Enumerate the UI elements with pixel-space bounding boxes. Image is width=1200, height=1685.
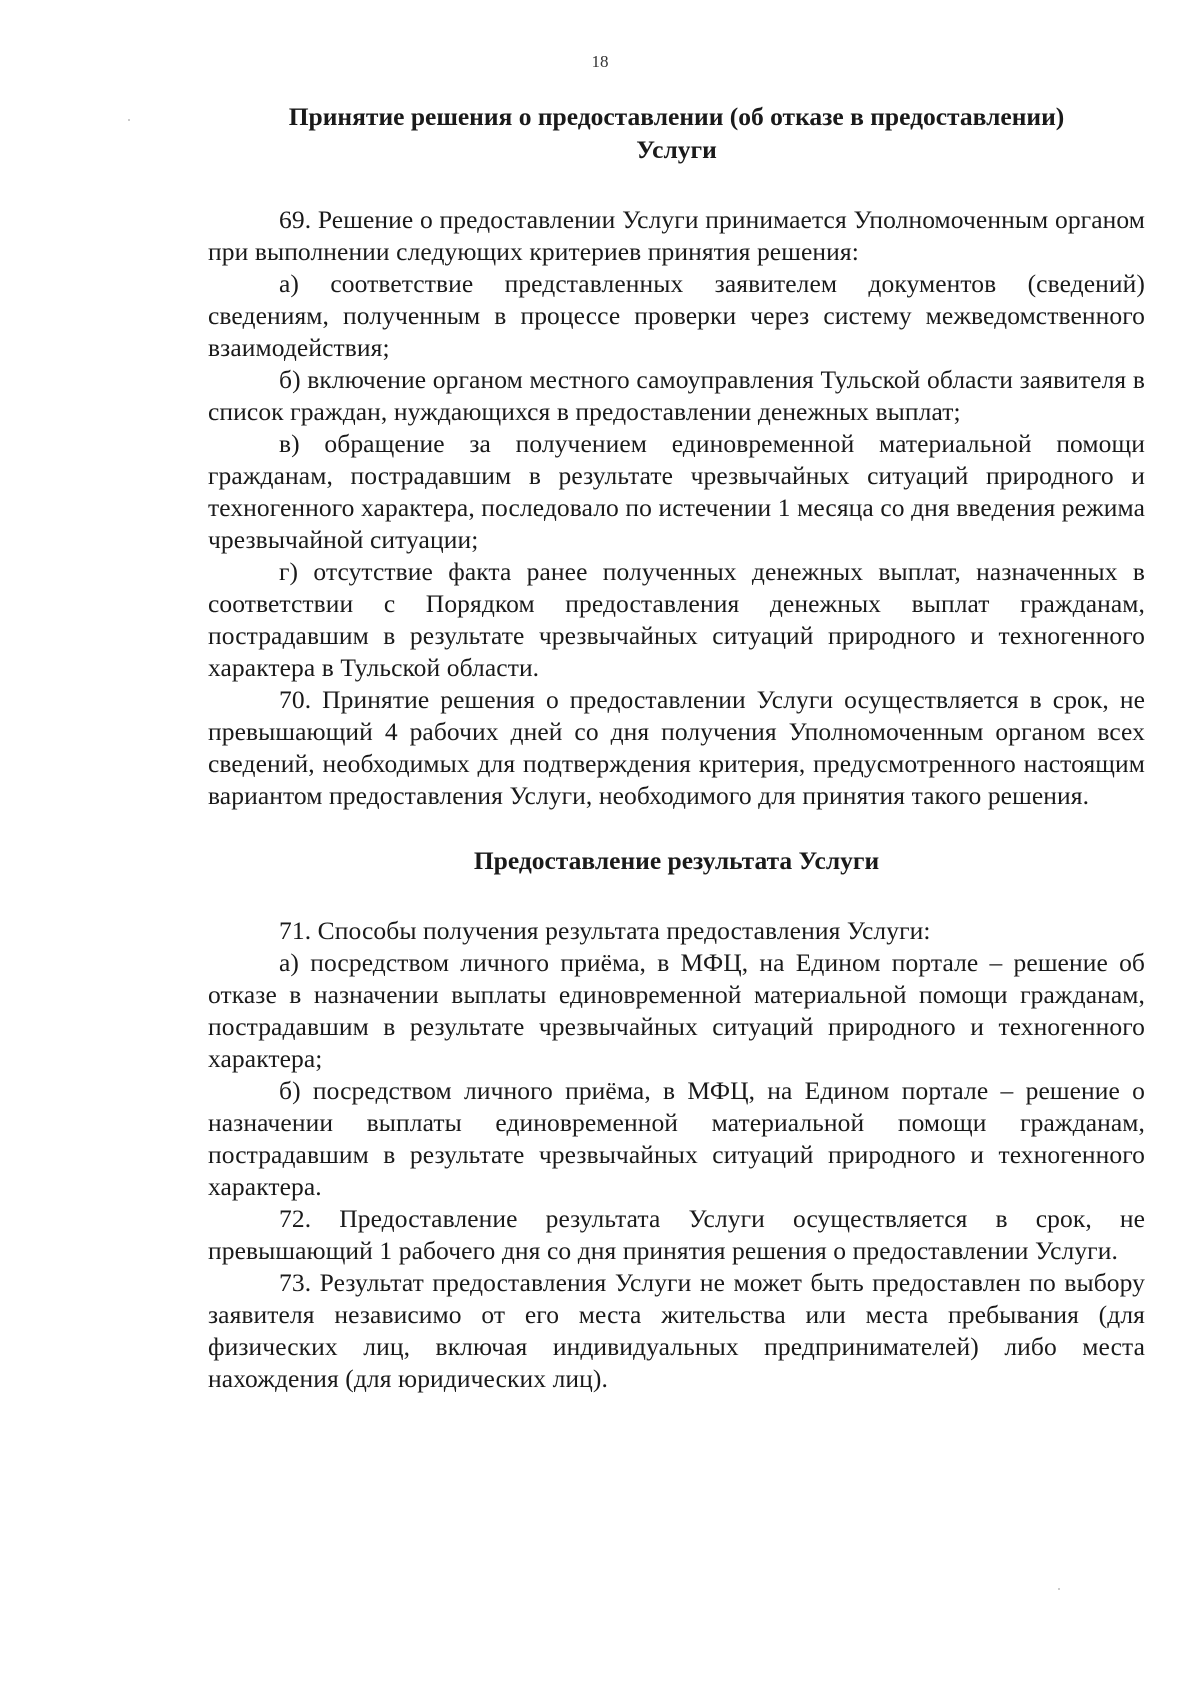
section-heading-line: Услуги bbox=[636, 135, 717, 164]
paragraph-73: 73. Результат предоставления Услуги не может быть предоставлен по выбору заявителя независимо от его места жительства или места пребывания (для физических лиц, включая индивидуальных предпринимателей) либо места нахождения (для юридических лиц). bbox=[208, 1268, 1145, 1393]
section-heading-result: Предоставление результата Услуги bbox=[473, 846, 880, 875]
paragraph-69b: б) включение органом местного самоуправления Тульской области заявителя в список граждан, нуждающихся в предоставлении денежных выплат; bbox=[208, 365, 1145, 426]
paragraph-69a: а) соответствие представленных заявителем документов (сведений) сведениям, полученным в процессе проверки через систему межведомственного взаимодействия; bbox=[208, 269, 1145, 362]
paragraph-71a: а) посредством личного приёма, в МФЦ, на Едином портале – решение об отказе в назначении выплаты единовременной материальной помощи гражданам, пострадавшим в результате чрезвычайных ситуаций природного и техногенного характера; bbox=[208, 948, 1145, 1073]
scan-speck bbox=[1058, 1588, 1060, 1590]
paragraph-71b: б) посредством личного приёма, в МФЦ, на Едином портале – решение о назначении выплаты единовременной материальной помощи гражданам, пострадавшим в результате чрезвычайных ситуаций природного и техногенного характера. bbox=[208, 1076, 1145, 1201]
page-number: 18 bbox=[591, 52, 609, 71]
paragraph-70: 70. Принятие решения о предоставлении Услуги осуществляется в срок, не превышающий 4 рабочих дней со дня получения Уполномоченным органом всех сведений, необходимых для подтверждения критерия, предусмотренного настоящим вариантом предоставления Услуги, необходимого для принятия такого решения. bbox=[208, 685, 1145, 810]
document-body bbox=[208, 100, 1145, 1395]
paragraph-69: 69. Решение о предоставлении Услуги принимается Уполномоченным органом при выполнении следующих критериев принятия решения: bbox=[208, 205, 1145, 266]
section-heading-decision bbox=[208, 100, 1145, 166]
section-heading-line: Принятие решения о предоставлении (об отказе в предоставлении) bbox=[288, 102, 1065, 131]
paragraph-72: 72. Предоставление результата Услуги осуществляется в срок, не превышающий 1 рабочего дня со дня принятия решения о предоставлении Услуги. bbox=[208, 1204, 1145, 1265]
paragraph-69g: г) отсутствие факта ранее полученных денежных выплат, назначенных в соответствии с Порядком предоставления денежных выплат гражданам, пострадавшим в результате чрезвычайных ситуаций природного и техногенного характера в Тульской области. bbox=[208, 557, 1145, 682]
paragraph-71: 71. Способы получения результата предоставления Услуги: bbox=[279, 916, 931, 945]
scan-speck bbox=[128, 119, 130, 121]
paragraph-69v: в) обращение за получением единовременной материальной помощи гражданам, пострадавшим в результате чрезвычайных ситуаций природного и техногенного характера, последовало по истечении 1 месяца со дня введения режима чрезвычайной ситуации; bbox=[208, 429, 1145, 554]
